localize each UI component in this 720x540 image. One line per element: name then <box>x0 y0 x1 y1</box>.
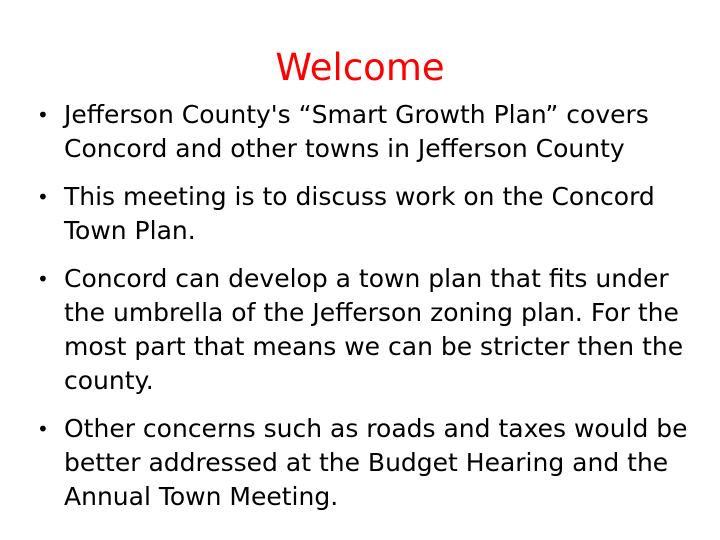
bullet-icon: • <box>37 103 49 127</box>
bullet-text: This meeting is to discuss work on the Concord Town Plan. <box>64 182 655 245</box>
bullet-text: Concord can develop a town plan that fits under the umbrella of the Jefferson zoning plan. For the most part that means we can be stricter then the county. <box>64 264 684 395</box>
bullet-icon: • <box>37 185 49 209</box>
slide-title: Welcome <box>275 46 445 89</box>
bullet-item <box>37 180 704 248</box>
bullet-item <box>37 412 704 514</box>
bullet-list <box>37 98 704 528</box>
bullet-item <box>37 262 704 398</box>
bullet-item <box>37 98 704 166</box>
bullet-icon: • <box>37 417 49 441</box>
bullet-text: Jefferson County's “Smart Growth Plan” covers Concord and other towns in Jefferson County <box>64 100 649 163</box>
bullet-text: Other concerns such as roads and taxes would be better addressed at the Budget Hearing and the Annual Town Meeting. <box>64 414 688 511</box>
bullet-icon: • <box>37 267 49 291</box>
